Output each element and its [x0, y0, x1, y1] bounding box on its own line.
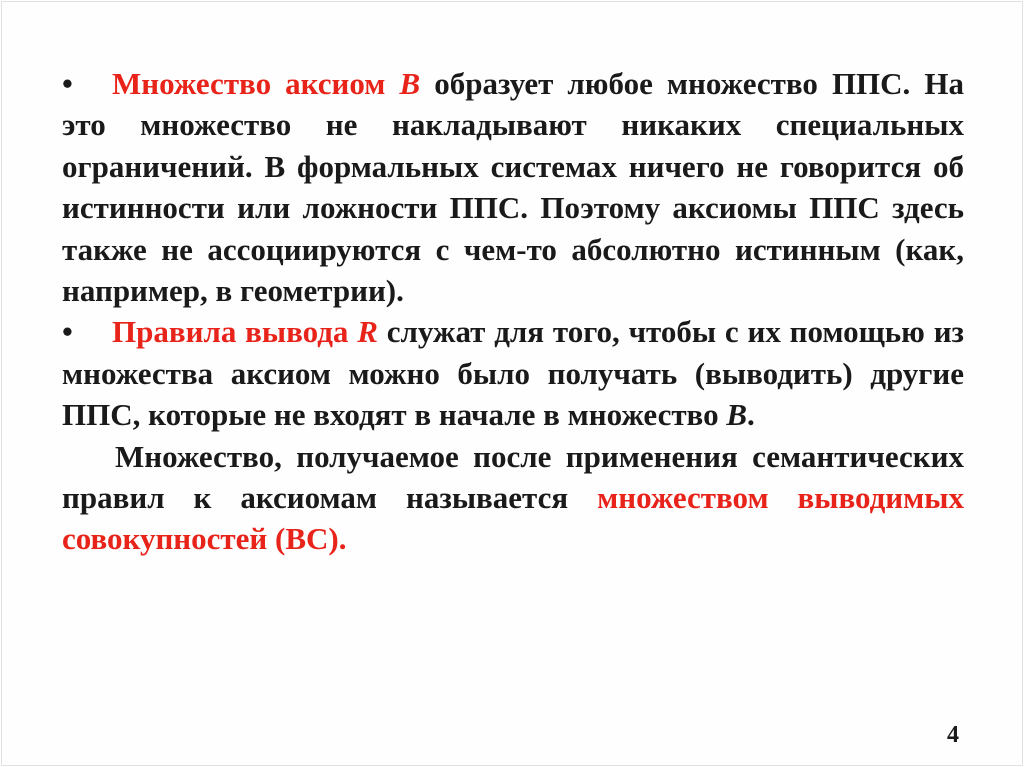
bullet-glyph: • [62, 66, 73, 101]
page-number: 4 [947, 722, 959, 748]
term-derivable-sets: множеством выводимых совокупностей (ВС). [62, 480, 964, 557]
paragraph-text: Множество, получаемое после применения семантических правил к аксиомам называется [62, 438, 964, 516]
bullet-paragraph-rules [62, 311, 964, 435]
variable-b: B [399, 66, 421, 101]
term-inference-rules: Правила вывода [112, 314, 349, 350]
bullet-paragraph-axioms [62, 63, 964, 311]
variable-r: R [357, 314, 378, 350]
definition-paragraph [62, 436, 964, 560]
paragraph-text: образует любое множество ППС. На это множество не накладывают никаких специальных ограничений. В формальных системах ничего не говорится об истинности или ложности ППС. Поэтому аксиомы ППС здесь также не ассоциируются с чем-то абсолютно истинным (как, например, в геометрии). [62, 66, 965, 309]
variable-b: B [726, 397, 748, 433]
paragraph-end: . [747, 397, 755, 433]
slide-content [62, 63, 964, 560]
paragraph-text: служат для того, чтобы с их помощью из множества аксиом можно было получать (выводить) другие ППС, которые не входят в начале в множество [62, 314, 965, 433]
bullet-glyph: • [62, 314, 73, 350]
term-axiom-set: Множество аксиом [112, 66, 386, 101]
